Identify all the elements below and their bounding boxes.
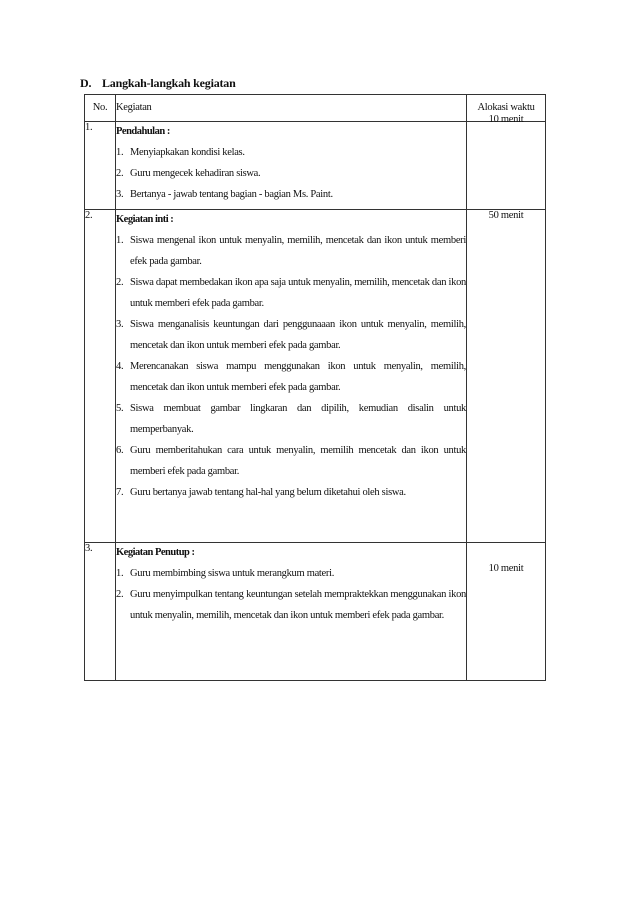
section-title: Langkah-langkah kegiatan [102, 76, 236, 90]
list-item: 1. Siswa mengenal ikon untuk menyalin, memilih, mencetak dan ikon untuk memberi efek pada gambar. [116, 235, 466, 267]
list-item: 3. Bertanya - jawab tentang bagian - bagian Ms. Paint. [116, 189, 333, 200]
row-time [467, 114, 546, 210]
activity-list [116, 230, 466, 503]
row-time [467, 543, 546, 681]
list-item: 2. Guru mengecek kehadiran siswa. [116, 168, 261, 179]
row-section-title: Kegiatan inti : [116, 214, 174, 225]
header-kegiatan: Kegiatan [116, 95, 467, 122]
header-alokasi-waktu: Alokasi waktu [467, 95, 546, 122]
list-item: 2. Siswa dapat membedakan ikon apa saja untuk menyalin, memilih, mencetak dan ikon untuk memberi efek pada gambar. [116, 277, 466, 309]
row-number: 1. [85, 122, 116, 210]
row-time [467, 210, 546, 543]
list-item: 3. Siswa menganalisis keuntungan dari penggunaaan ikon untuk menyalin, memilih, mencetak dan ikon untuk memberi efek pada gambar. [116, 319, 466, 351]
list-item: 5. Siswa membuat gambar lingkaran dan dipilih, kemudian disalin untuk memperbanyak. [116, 403, 466, 435]
activity-steps-table [84, 94, 546, 681]
section-letter: D. [80, 76, 92, 90]
list-item: 6. Guru memberitahukan cara untuk menyalin, memilih mencetak dan ikon untuk memberi efek pada gambar. [116, 445, 466, 477]
list-item: 2. Guru menyimpulkan tentang keuntungan setelah mempraktekkan menggunakan ikon untuk menyalin, memilih, mencetak dan ikon untuk memberi efek pada gambar. [116, 589, 466, 621]
time-value: 10 menit [488, 114, 524, 125]
activity-list [116, 142, 466, 205]
table-row-kegiatan-inti [85, 210, 546, 543]
list-item: 1. Guru membimbing siswa untuk merangkum materi. [116, 568, 335, 579]
row-activity [116, 210, 467, 543]
row-section-title: Pendahulan : [116, 126, 170, 137]
list-item: 4. Merencanakan siswa mampu menggunakan ikon untuk menyalin, memilih, mencetak dan ikon untuk memberi efek pada gambar. [116, 361, 466, 393]
section-heading [80, 76, 236, 91]
row-activity [116, 543, 467, 681]
row-number: 2. [85, 210, 116, 543]
list-item: 7. Guru bertanya jawab tentang hal-hal yang belum diketahui oleh siswa. [116, 487, 406, 498]
header-no: No. [85, 95, 116, 122]
list-item: 1. Menyiapkakan kondisi kelas. [116, 147, 245, 158]
table-row-pendahuluan [85, 122, 546, 210]
table-row-penutup [85, 543, 546, 681]
row-activity [116, 122, 467, 210]
time-value: 50 menit [488, 210, 524, 221]
time-value: 10 menit [488, 563, 524, 574]
activity-list [116, 563, 466, 626]
row-section-title: Kegiatan Penutup : [116, 547, 195, 558]
row-number: 3. [85, 543, 116, 681]
